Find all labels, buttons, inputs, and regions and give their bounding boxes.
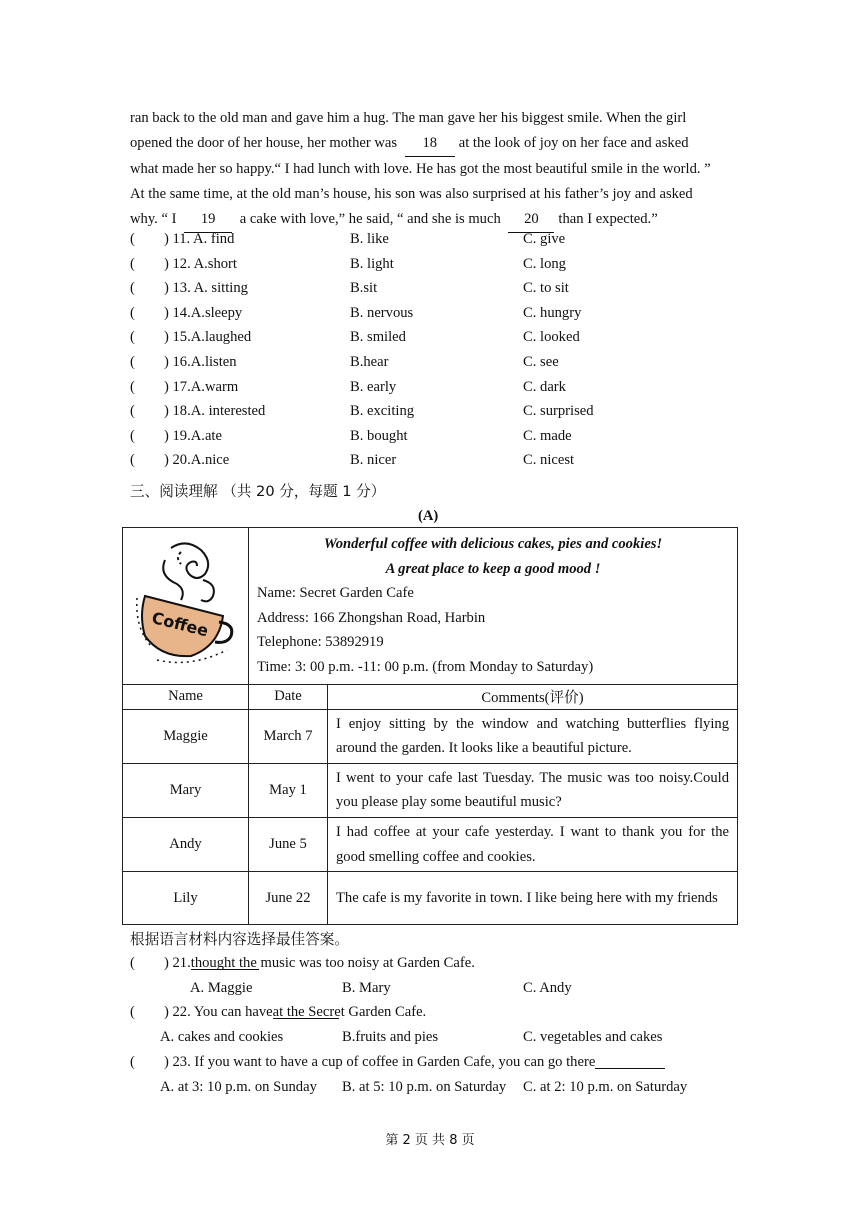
part-label: (A) xyxy=(418,508,439,524)
option-a: A. cakes and cookies xyxy=(160,1029,284,1045)
question-row xyxy=(130,305,750,330)
answer-paren: ( xyxy=(130,1004,135,1020)
cafe-ad-table xyxy=(122,527,738,925)
page-footer: 第 2 页 共 8 页 xyxy=(385,1133,475,1148)
row-name: Maggie xyxy=(123,709,249,763)
option-c: C. vegetables and cakes xyxy=(523,1029,663,1045)
option-c: C. Andy xyxy=(523,980,572,996)
passage-line xyxy=(130,182,740,207)
question-row xyxy=(130,280,750,305)
question-row xyxy=(130,379,750,404)
passage-text: At the same time, at the old man’s house, his son was also surprised at his father’s joy and asked xyxy=(130,186,693,202)
cafe-info xyxy=(249,528,738,685)
stem-text: ) 22. You can have xyxy=(164,1004,273,1020)
coffee-logo-cell xyxy=(123,528,249,685)
blank-20: 20 xyxy=(508,207,554,233)
option-a: ) 16.A.listen xyxy=(164,353,237,370)
option-a: ) 17.A.warm xyxy=(164,378,239,395)
answer-blank xyxy=(191,955,259,970)
header-name: Name xyxy=(123,684,249,709)
table-row xyxy=(123,872,738,925)
answer-blank xyxy=(595,1054,665,1069)
option-b: B.sit xyxy=(350,280,378,297)
row-comment: I had coffee at your cafe yesterday. I want to thank you for the good smelling coffee and cookies. xyxy=(328,817,738,871)
question-row xyxy=(130,231,750,256)
option-a: ) 20.A.nice xyxy=(164,452,230,469)
question-row xyxy=(130,256,750,281)
option-c: C. surprised xyxy=(523,403,594,420)
row-name: Mary xyxy=(123,763,249,817)
table-header-row xyxy=(123,684,738,709)
question-row xyxy=(130,428,750,453)
passage-line xyxy=(130,207,740,233)
option-b: B. nicer xyxy=(350,452,397,469)
slogan-2: A great place to keep a good mood ! xyxy=(385,560,601,577)
coffee-cup-icon xyxy=(131,538,241,668)
stem-text: ) 21. xyxy=(164,955,191,971)
header-date: Date xyxy=(249,684,328,709)
answer-paren: ( xyxy=(130,378,135,395)
row-comment: I went to your cafe last Tuesday. The music was too noisy.Could you please play some beautiful music? xyxy=(328,763,738,817)
answer-paren: ( xyxy=(130,452,135,469)
passage-line xyxy=(130,106,740,131)
stem-text: ) 23. If you want to have a cup of coffee in Garden Cafe, you can go there xyxy=(164,1054,596,1070)
answer-paren: ( xyxy=(130,280,135,297)
option-a: ) 15.A.laughed xyxy=(164,329,252,346)
option-c: C. looked xyxy=(523,329,580,346)
table-row xyxy=(123,817,738,871)
instruction: 根据语言材料内容选择最佳答案。 xyxy=(130,931,349,948)
blank-18: 18 xyxy=(405,131,455,157)
row-date: May 1 xyxy=(249,763,328,817)
option-a: ) 11. A. find xyxy=(164,231,235,247)
option-c: C. hungry xyxy=(523,304,582,321)
passage-text: why. “ I xyxy=(130,211,177,227)
option-c: C. made xyxy=(523,427,572,444)
option-a: ) 13. A. sitting xyxy=(164,280,248,297)
slogan-1: Wonderful coffee with delicious cakes, pies and cookies! xyxy=(323,536,663,552)
option-b: B. exciting xyxy=(350,403,415,420)
question-row xyxy=(130,354,750,379)
table-row xyxy=(123,709,738,763)
answer-paren: ( xyxy=(130,255,135,272)
option-b: B. early xyxy=(350,378,397,395)
option-c: C. nicest xyxy=(523,452,575,469)
answer-paren: ( xyxy=(130,403,135,420)
cafe-address: Address: 166 Zhongshan Road, Harbin xyxy=(257,609,486,626)
question-stem xyxy=(164,1054,595,1071)
blank-19: 19 xyxy=(184,207,232,233)
option-a: ) 12. A.short xyxy=(164,255,237,272)
option-a: ) 18.A. interested xyxy=(164,403,266,420)
cloze-question-list xyxy=(130,231,750,477)
option-b: B. at 5: 10 p.m. on Saturday xyxy=(342,1079,507,1095)
option-b: B. smiled xyxy=(350,329,406,346)
option-c: C. dark xyxy=(523,378,566,395)
answer-paren: ( xyxy=(130,353,135,370)
header-comments: Comments(评价) xyxy=(328,684,738,709)
question-stem xyxy=(164,955,475,972)
row-name: Andy xyxy=(123,817,249,871)
stem-text: at the Secret Garden Cafe. xyxy=(272,1004,427,1020)
answer-blank xyxy=(273,1004,339,1019)
option-c: C. long xyxy=(523,255,566,272)
passage-text: what made her so happy.“ I had lunch with love. He has got the most beautiful smile in the world. ” xyxy=(130,161,711,177)
row-date: June 22 xyxy=(249,872,328,925)
row-name: Lily xyxy=(123,872,249,925)
table-row xyxy=(123,763,738,817)
passage-text: a cake with love,” he said, “ and she is much xyxy=(239,211,501,227)
answer-paren: ( xyxy=(130,1054,135,1070)
passage-line xyxy=(130,157,740,182)
passage-text: than I expected.” xyxy=(558,211,658,227)
passage-text: opened the door of her house, her mother was xyxy=(130,135,398,151)
answer-paren: ( xyxy=(130,329,135,346)
cafe-hours: Time: 3: 00 p.m. -11: 00 p.m. (from Monday to Saturday) xyxy=(257,658,594,675)
option-b: B.hear xyxy=(350,353,389,370)
option-c: C. at 2: 10 p.m. on Saturday xyxy=(523,1079,688,1095)
cafe-telephone: Telephone: 53892919 xyxy=(257,634,384,651)
logo-text: Coffee xyxy=(149,608,210,641)
question-stem xyxy=(164,1004,426,1021)
cafe-name: Name: Secret Garden Cafe xyxy=(257,585,414,602)
question-row xyxy=(130,329,750,354)
option-a: A. at 3: 10 p.m. on Sunday xyxy=(160,1079,317,1095)
option-b: B. bought xyxy=(350,427,408,444)
row-comment: I enjoy sitting by the window and watching butterflies flying around the garden. It looks like a beautiful picture. xyxy=(328,709,738,763)
option-a: ) 14.A.sleepy xyxy=(164,304,243,321)
row-date: June 5 xyxy=(249,817,328,871)
row-date: March 7 xyxy=(249,709,328,763)
row-comment: The cafe is my favorite in town. I like being here with my friends xyxy=(328,872,738,925)
option-b: B. nervous xyxy=(350,304,414,321)
question-row xyxy=(130,403,750,428)
option-a: ) 19.A.ate xyxy=(164,427,222,444)
option-b: B. light xyxy=(350,255,394,272)
question-row xyxy=(130,452,750,477)
passage-text: ran back to the old man and gave him a hug. The man gave her his biggest smile. When the girl xyxy=(130,110,687,126)
answer-paren: ( xyxy=(130,955,135,971)
option-b: B. Mary xyxy=(342,980,391,996)
answer-paren: ( xyxy=(130,427,135,444)
passage-text: at the look of joy on her face and asked xyxy=(458,135,689,151)
passage xyxy=(130,106,740,233)
ad-header-row xyxy=(123,528,738,685)
answer-paren: ( xyxy=(130,231,135,247)
stem-text: thought the music was too noisy at Garden Cafe. xyxy=(190,955,475,971)
option-c: C. see xyxy=(523,353,559,370)
option-a: A. Maggie xyxy=(190,980,253,996)
option-b: B.fruits and pies xyxy=(342,1029,439,1045)
passage-line xyxy=(130,131,740,157)
option-b: B. like xyxy=(350,231,389,247)
answer-paren: ( xyxy=(130,304,135,321)
option-c: C. to sit xyxy=(523,280,569,297)
section-title: 三、阅读理解 （共 20 分，每题 1 分） xyxy=(130,483,386,500)
option-c: C. give xyxy=(523,231,566,247)
